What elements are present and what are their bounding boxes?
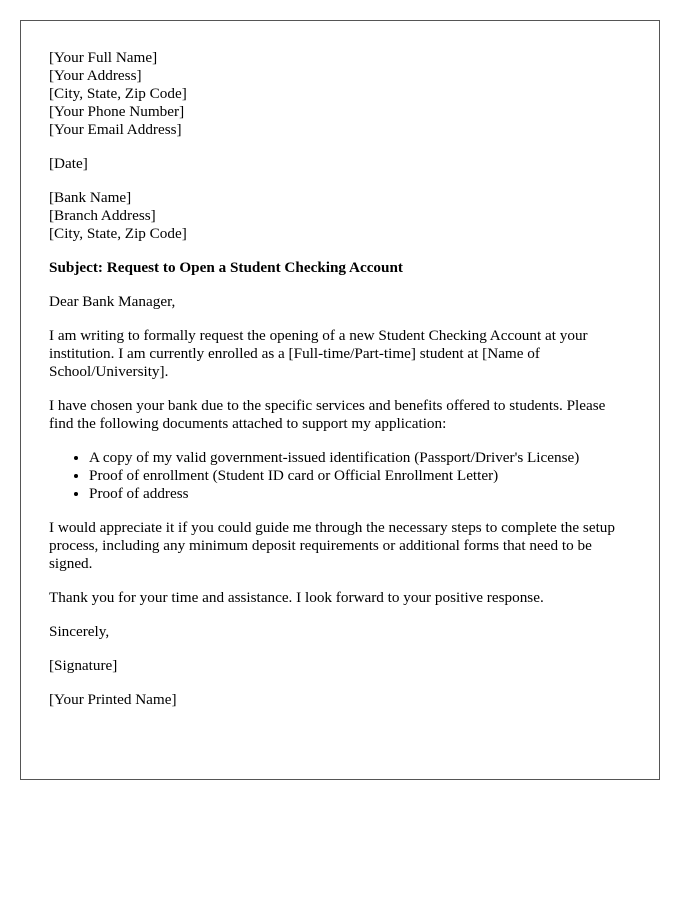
subject-line: Subject: Request to Open a Student Checking Account	[49, 259, 403, 276]
signature: [Signature]	[49, 657, 118, 674]
closing: Sincerely,	[49, 623, 110, 640]
date-line	[49, 155, 631, 173]
recipient-bank-name: [Bank Name]	[49, 189, 132, 206]
list-item: • A copy of my valid government-issued identification (Passport/Driver's License)	[89, 449, 631, 467]
sender-address: [Your Address]	[49, 67, 142, 84]
date: [Date]	[49, 155, 88, 172]
printed-name: [Your Printed Name]	[49, 691, 177, 708]
paragraph-thanks: Thank you for your time and assistance. I look forward to your positive response.	[49, 589, 544, 606]
list-item: • Proof of enrollment (Student ID card or Official Enrollment Letter)	[89, 467, 631, 485]
sender-address-block	[49, 49, 631, 139]
letter-page	[20, 20, 660, 780]
recipient-city-state-zip: [City, State, Zip Code]	[49, 225, 187, 242]
sender-email: [Your Email Address]	[49, 121, 182, 138]
sender-name: [Your Full Name]	[49, 49, 158, 66]
list-item: • Proof of address	[89, 485, 631, 503]
salutation: Dear Bank Manager,	[49, 293, 176, 310]
paragraph-documents: I have chosen your bank due to the specific services and benefits offered to students. Please find the following documents attached to support my application:	[49, 397, 606, 432]
recipient-branch-address: [Branch Address]	[49, 207, 156, 224]
paragraph-request: I would appreciate it if you could guide me through the necessary steps to complete the setup process, including any minimum deposit requirements or additional forms that need to be signed.	[49, 519, 615, 572]
documents-list	[49, 449, 631, 503]
recipient-address-block	[49, 189, 631, 243]
sender-phone: [Your Phone Number]	[49, 103, 185, 120]
sender-city-state-zip: [City, State, Zip Code]	[49, 85, 187, 102]
paragraph-intro: I am writing to formally request the opening of a new Student Checking Account at your institution. I am currently enrolled as a [Full-time/Part-time] student at [Name of School/University].	[49, 327, 588, 380]
